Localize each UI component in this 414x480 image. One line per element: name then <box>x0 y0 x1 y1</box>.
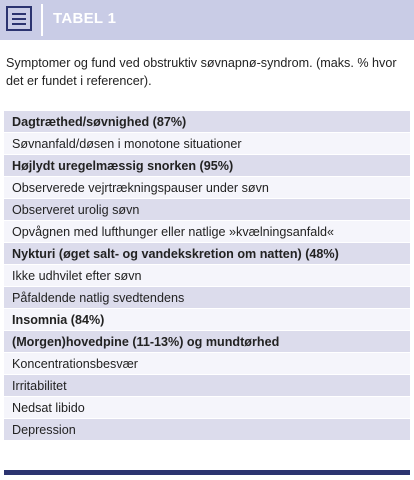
table-header-bar <box>0 0 414 40</box>
header-divider <box>41 4 43 36</box>
table-row: Observerede vejrtrækningspauser under søvn <box>4 176 410 198</box>
table-row: Depression <box>4 418 410 440</box>
table-row: Påfaldende natlig svedtendens <box>4 286 410 308</box>
table-row: Koncentrationsbesvær <box>4 352 410 374</box>
table-row: Irritabilitet <box>4 374 410 396</box>
table-row: Ikke udhvilet efter søvn <box>4 264 410 286</box>
document-list-icon <box>6 6 34 32</box>
table-row: Søvnanfald/døsen i monotone situationer <box>4 132 410 154</box>
table-row: Observeret urolig søvn <box>4 198 410 220</box>
table-row: Nykturi (øget salt- og vandekskretion om natten) (48%) <box>4 242 410 264</box>
table-row: Dagtræthed/søvnighed (87%) <box>4 110 410 132</box>
table-row: Opvågnen med lufthunger eller natlige »kvælningsanfald« <box>4 220 410 242</box>
table-row: Højlydt uregelmæssig snorken (95%) <box>4 154 410 176</box>
table-row: (Morgen)hovedpine (11-13%) og mundtørhed <box>4 330 410 352</box>
bottom-rule <box>4 470 410 475</box>
table-caption: Symptomer og fund ved obstruktiv søvnapnø-syndrom. (maks. % hvor det er fundet i referencer). <box>6 56 397 88</box>
table-title: TABEL 1 <box>53 10 117 27</box>
table-row: Insomnia (84%) <box>4 308 410 330</box>
symptom-list <box>4 110 410 440</box>
table-row: Nedsat libido <box>4 396 410 418</box>
